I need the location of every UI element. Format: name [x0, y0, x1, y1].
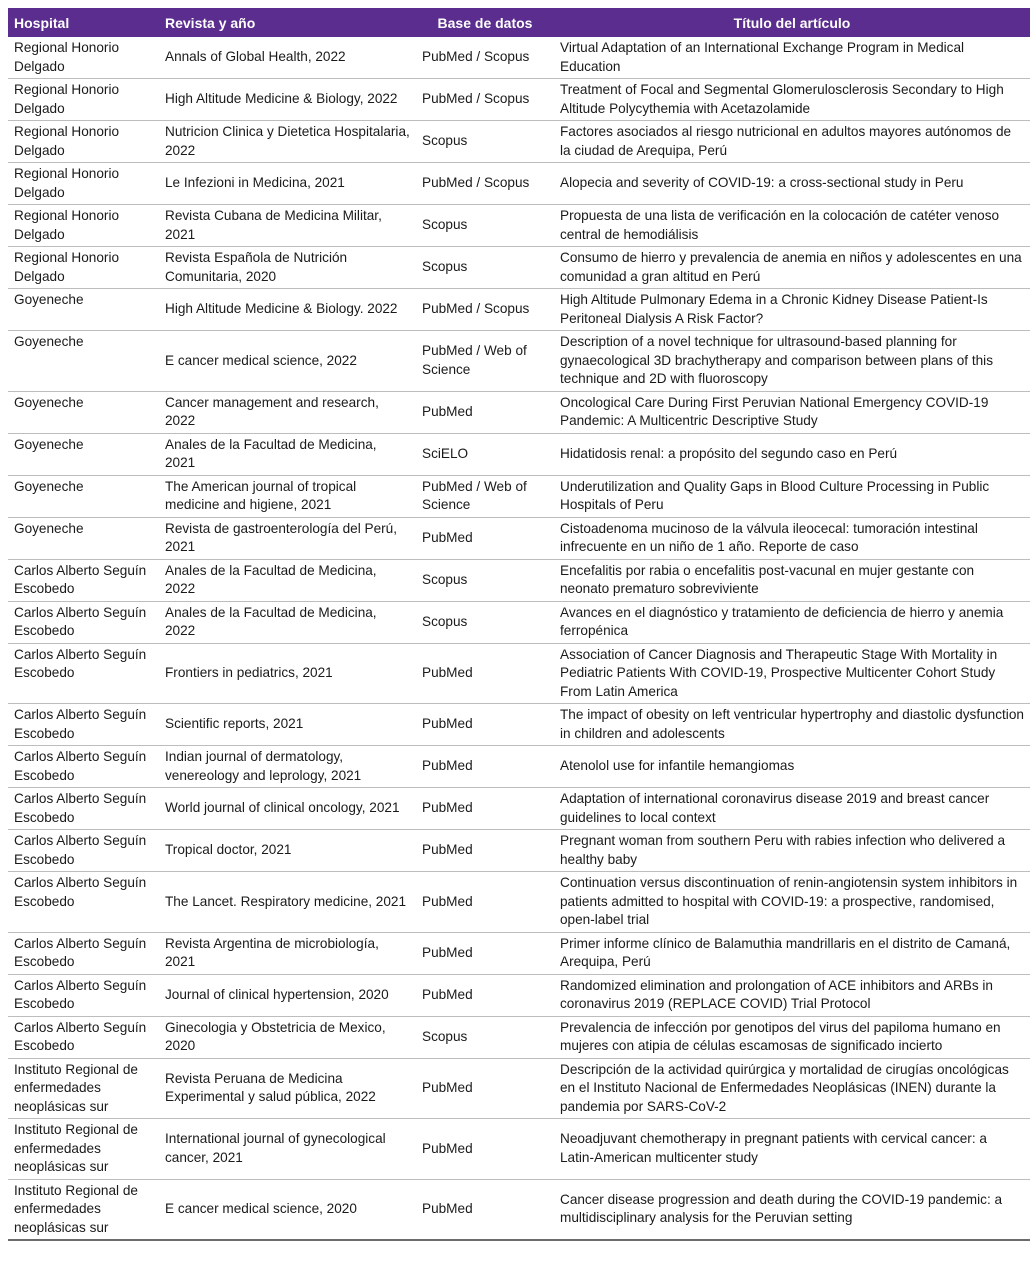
- table-row: [8, 788, 1030, 830]
- cell-database: PubMed: [416, 1179, 554, 1240]
- cell-title: Atenolol use for infantile hemangiomas: [554, 746, 1030, 788]
- cell-journal: High Altitude Medicine & Biology, 2022: [159, 79, 416, 121]
- table-row: [8, 559, 1030, 601]
- cell-hospital: Carlos Alberto Seguín Escobedo: [8, 601, 159, 643]
- cell-journal: The American journal of tropical medicine and higiene, 2021: [159, 475, 416, 517]
- cell-title: Randomized elimination and prolongation of ACE inhibitors and ARBs in coronavirus 2019 (REPLACE COVID) Trial Protocol: [554, 974, 1030, 1016]
- cell-title: The impact of obesity on left ventricular hypertrophy and diastolic dysfunction in children and adolescents: [554, 704, 1030, 746]
- cell-title: Primer informe clínico de Balamuthia mandrillaris en el distrito de Camaná, Arequipa, Perú: [554, 932, 1030, 974]
- table-row: [8, 932, 1030, 974]
- publications-table-container: [8, 8, 1030, 1241]
- table-row: [8, 1179, 1030, 1240]
- cell-journal: Revista Peruana de Medicina Experimental y salud pública, 2022: [159, 1058, 416, 1119]
- cell-title: Hidatidosis renal: a propósito del segundo caso en Perú: [554, 433, 1030, 475]
- table-row: [8, 1016, 1030, 1058]
- cell-journal: The Lancet. Respiratory medicine, 2021: [159, 872, 416, 933]
- cell-hospital: Goyeneche: [8, 331, 159, 392]
- table-row: [8, 704, 1030, 746]
- column-header-database: Base de datos: [437, 14, 533, 31]
- cell-title: Pregnant woman from southern Peru with rabies infection who delivered a healthy baby: [554, 830, 1030, 872]
- cell-hospital: Goyeneche: [8, 475, 159, 517]
- cell-journal: Cancer management and research, 2022: [159, 391, 416, 433]
- table-row: [8, 163, 1030, 205]
- cell-database: PubMed: [416, 517, 554, 559]
- cell-hospital: Regional Honorio Delgado: [8, 205, 159, 247]
- cell-journal: Frontiers in pediatrics, 2021: [159, 643, 416, 704]
- cell-title: Description of a novel technique for ultrasound-based planning for gynaecological 3D brachytherapy and comparison between plans of this technique and 2D with fluoroscopy: [554, 331, 1030, 392]
- table-row: [8, 289, 1030, 331]
- cell-hospital: Carlos Alberto Seguín Escobedo: [8, 830, 159, 872]
- cell-database: PubMed / Web of Science: [416, 331, 554, 392]
- cell-journal: Le Infezioni in Medicina, 2021: [159, 163, 416, 205]
- table-body: [8, 37, 1030, 1240]
- table-row: [8, 79, 1030, 121]
- cell-title: Encefalitis por rabia o encefalitis post-vacunal en mujer gestante con neonato prematuro sobreviviente: [554, 559, 1030, 601]
- cell-hospital: Regional Honorio Delgado: [8, 79, 159, 121]
- cell-journal: Anales de la Facultad de Medicina, 2022: [159, 601, 416, 643]
- table-row: [8, 517, 1030, 559]
- column-header-title: Título del artículo: [733, 14, 851, 31]
- table-row: [8, 37, 1030, 79]
- cell-database: PubMed / Scopus: [416, 289, 554, 331]
- cell-hospital: Carlos Alberto Seguín Escobedo: [8, 1016, 159, 1058]
- cell-database: PubMed: [416, 788, 554, 830]
- cell-hospital: Carlos Alberto Seguín Escobedo: [8, 872, 159, 933]
- publications-table: [8, 8, 1030, 1241]
- cell-database: Scopus: [416, 205, 554, 247]
- cell-hospital: Instituto Regional de enfermedades neoplásicas sur: [8, 1119, 159, 1180]
- table-row: [8, 974, 1030, 1016]
- cell-journal: E cancer medical science, 2022: [159, 331, 416, 392]
- table-row: [8, 601, 1030, 643]
- table-row: [8, 1058, 1030, 1119]
- cell-title: Prevalencia de infección por genotipos del virus del papiloma humano en mujeres con atipia de células escamosas de significado incierto: [554, 1016, 1030, 1058]
- cell-database: PubMed: [416, 1058, 554, 1119]
- cell-database: Scopus: [416, 601, 554, 643]
- cell-database: PubMed: [416, 391, 554, 433]
- table-row: [8, 247, 1030, 289]
- cell-journal: Ginecologia y Obstetricia de Mexico, 2020: [159, 1016, 416, 1058]
- cell-journal: International journal of gynecological cancer, 2021: [159, 1119, 416, 1180]
- table-row: [8, 331, 1030, 392]
- cell-database: SciELO: [416, 433, 554, 475]
- cell-title: Treatment of Focal and Segmental Glomerulosclerosis Secondary to High Altitude Polycythemia with Acetazolamide: [554, 79, 1030, 121]
- table-row: [8, 121, 1030, 163]
- cell-title: Continuation versus discontinuation of renin-angiotensin system inhibitors in patients admitted to hospital with COVID-19: a prospective, randomised, open-label trial: [554, 872, 1030, 933]
- table-row: [8, 391, 1030, 433]
- cell-database: PubMed: [416, 1119, 554, 1180]
- cell-hospital: Carlos Alberto Seguín Escobedo: [8, 746, 159, 788]
- cell-hospital: Carlos Alberto Seguín Escobedo: [8, 974, 159, 1016]
- cell-journal: E cancer medical science, 2020: [159, 1179, 416, 1240]
- table-row: [8, 475, 1030, 517]
- cell-hospital: Regional Honorio Delgado: [8, 247, 159, 289]
- cell-hospital: Goyeneche: [8, 391, 159, 433]
- cell-title: Factores asociados al riesgo nutricional en adultos mayores autónomos de la ciudad de Arequipa, Perú: [554, 121, 1030, 163]
- cell-title: Adaptation of international coronavirus disease 2019 and breast cancer guidelines to local context: [554, 788, 1030, 830]
- cell-database: Scopus: [416, 559, 554, 601]
- column-header-journal: Revista y año: [165, 14, 256, 31]
- column-header-hospital: Hospital: [14, 14, 70, 31]
- cell-journal: Anales de la Facultad de Medicina, 2021: [159, 433, 416, 475]
- cell-title: Oncological Care During First Peruvian National Emergency COVID-19 Pandemic: A Multicentric Descriptive Study: [554, 391, 1030, 433]
- cell-journal: Annals of Global Health, 2022: [159, 37, 416, 79]
- cell-hospital: Instituto Regional de enfermedades neoplásicas sur: [8, 1179, 159, 1240]
- cell-journal: Revista Argentina de microbiología, 2021: [159, 932, 416, 974]
- cell-journal: Revista de gastroenterología del Perú, 2021: [159, 517, 416, 559]
- cell-hospital: Goyeneche: [8, 289, 159, 331]
- cell-hospital: Carlos Alberto Seguín Escobedo: [8, 704, 159, 746]
- cell-journal: Tropical doctor, 2021: [159, 830, 416, 872]
- table-row: [8, 1119, 1030, 1180]
- header-row: [8, 8, 1030, 37]
- cell-title: Consumo de hierro y prevalencia de anemia en niños y adolescentes en una comunidad a gran altitud en Perú: [554, 247, 1030, 289]
- cell-database: PubMed: [416, 932, 554, 974]
- cell-hospital: Carlos Alberto Seguín Escobedo: [8, 643, 159, 704]
- cell-hospital: Instituto Regional de enfermedades neoplásicas sur: [8, 1058, 159, 1119]
- table-row: [8, 746, 1030, 788]
- cell-database: PubMed: [416, 704, 554, 746]
- cell-hospital: Regional Honorio Delgado: [8, 37, 159, 79]
- table-row: [8, 433, 1030, 475]
- cell-title: Propuesta de una lista de verificación en la colocación de catéter venoso central de hemodiálisis: [554, 205, 1030, 247]
- cell-database: Scopus: [416, 121, 554, 163]
- cell-journal: High Altitude Medicine & Biology. 2022: [159, 289, 416, 331]
- cell-title: Alopecia and severity of COVID-19: a cross-sectional study in Peru: [554, 163, 1030, 205]
- cell-database: PubMed: [416, 974, 554, 1016]
- table-row: [8, 830, 1030, 872]
- cell-title: Virtual Adaptation of an International Exchange Program in Medical Education: [554, 37, 1030, 79]
- cell-journal: Nutricion Clinica y Dietetica Hospitalaria, 2022: [159, 121, 416, 163]
- cell-title: Cistoadenoma mucinoso de la válvula ileocecal: tumoración intestinal infrecuente en un niño de 1 año. Reporte de caso: [554, 517, 1030, 559]
- cell-hospital: Regional Honorio Delgado: [8, 121, 159, 163]
- cell-hospital: Carlos Alberto Seguín Escobedo: [8, 788, 159, 830]
- cell-database: PubMed / Scopus: [416, 37, 554, 79]
- cell-journal: World journal of clinical oncology, 2021: [159, 788, 416, 830]
- cell-title: Neoadjuvant chemotherapy in pregnant patients with cervical cancer: a Latin-American multicenter study: [554, 1119, 1030, 1180]
- cell-journal: Scientific reports, 2021: [159, 704, 416, 746]
- cell-title: Association of Cancer Diagnosis and Therapeutic Stage With Mortality in Pediatric Patients With COVID-19, Prospective Multicenter Cohort Study From Latin America: [554, 643, 1030, 704]
- cell-hospital: Goyeneche: [8, 433, 159, 475]
- cell-database: PubMed: [416, 872, 554, 933]
- table-row: [8, 872, 1030, 933]
- cell-title: Descripción de la actividad quirúrgica y mortalidad de cirugías oncológicas en el Instituto Nacional de Enfermedades Neoplásicas (INEN) durante la pandemia por SARS-CoV-2: [554, 1058, 1030, 1119]
- cell-database: PubMed: [416, 643, 554, 704]
- table-header: [8, 8, 1030, 37]
- cell-hospital: Carlos Alberto Seguín Escobedo: [8, 559, 159, 601]
- cell-title: Cancer disease progression and death during the COVID-19 pandemic: a multidisciplinary analysis for the Peruvian setting: [554, 1179, 1030, 1240]
- cell-journal: Indian journal of dermatology, venereology and leprology, 2021: [159, 746, 416, 788]
- cell-title: Underutilization and Quality Gaps in Blood Culture Processing in Public Hospitals of Peru: [554, 475, 1030, 517]
- cell-title: Avances en el diagnóstico y tratamiento de deficiencia de hierro y anemia ferropénica: [554, 601, 1030, 643]
- cell-hospital: Regional Honorio Delgado: [8, 163, 159, 205]
- cell-journal: Anales de la Facultad de Medicina, 2022: [159, 559, 416, 601]
- table-row: [8, 205, 1030, 247]
- cell-database: PubMed: [416, 746, 554, 788]
- table-row: [8, 643, 1030, 704]
- cell-hospital: Carlos Alberto Seguín Escobedo: [8, 932, 159, 974]
- cell-database: Scopus: [416, 1016, 554, 1058]
- cell-journal: Revista Cubana de Medicina Militar, 2021: [159, 205, 416, 247]
- cell-journal: Journal of clinical hypertension, 2020: [159, 974, 416, 1016]
- cell-hospital: Goyeneche: [8, 517, 159, 559]
- cell-database: PubMed / Scopus: [416, 79, 554, 121]
- cell-database: PubMed / Scopus: [416, 163, 554, 205]
- cell-database: Scopus: [416, 247, 554, 289]
- cell-database: PubMed / Web of Science: [416, 475, 554, 517]
- cell-database: PubMed: [416, 830, 554, 872]
- cell-title: High Altitude Pulmonary Edema in a Chronic Kidney Disease Patient-Is Peritoneal Dialysis A Risk Factor?: [554, 289, 1030, 331]
- cell-journal: Revista Española de Nutrición Comunitaria, 2020: [159, 247, 416, 289]
